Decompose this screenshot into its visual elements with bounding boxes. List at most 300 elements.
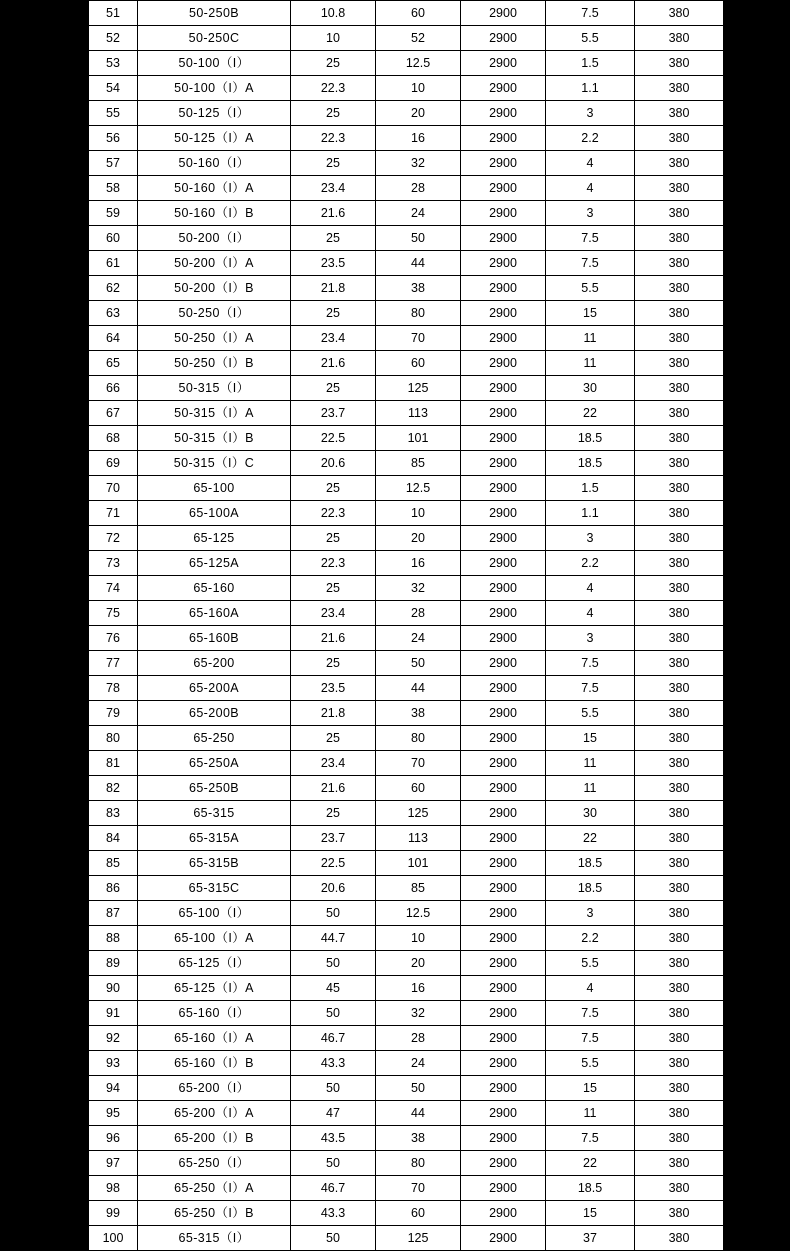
- cell-head: 85: [376, 451, 461, 476]
- cell-power: 4: [546, 976, 635, 1001]
- cell-model: 50-200（I）A: [138, 251, 291, 276]
- cell-model: 65-315A: [138, 826, 291, 851]
- table-row: [89, 51, 724, 76]
- cell-no: 98: [89, 1176, 138, 1201]
- cell-flow: 22.3: [291, 551, 376, 576]
- cell-flow: 50: [291, 951, 376, 976]
- cell-voltage: 380: [635, 851, 724, 876]
- cell-voltage: 380: [635, 876, 724, 901]
- cell-power: 11: [546, 351, 635, 376]
- cell-voltage: 380: [635, 151, 724, 176]
- cell-power: 1.1: [546, 76, 635, 101]
- cell-speed: 2900: [461, 501, 546, 526]
- cell-no: 85: [89, 851, 138, 876]
- cell-no: 88: [89, 926, 138, 951]
- cell-voltage: 380: [635, 26, 724, 51]
- cell-power: 7.5: [546, 1, 635, 26]
- cell-head: 113: [376, 401, 461, 426]
- table-row: [89, 1126, 724, 1151]
- cell-speed: 2900: [461, 126, 546, 151]
- table-row: [89, 1101, 724, 1126]
- cell-model: 65-200B: [138, 701, 291, 726]
- cell-voltage: 380: [635, 751, 724, 776]
- cell-speed: 2900: [461, 251, 546, 276]
- cell-head: 38: [376, 1126, 461, 1151]
- cell-flow: 50: [291, 1076, 376, 1101]
- table-row: [89, 676, 724, 701]
- cell-model: 65-200（I）: [138, 1076, 291, 1101]
- cell-head: 20: [376, 951, 461, 976]
- cell-no: 66: [89, 376, 138, 401]
- cell-speed: 2900: [461, 1, 546, 26]
- cell-head: 44: [376, 251, 461, 276]
- table-row: [89, 301, 724, 326]
- cell-head: 28: [376, 176, 461, 201]
- cell-model: 65-100: [138, 476, 291, 501]
- cell-power: 18.5: [546, 851, 635, 876]
- cell-speed: 2900: [461, 451, 546, 476]
- cell-voltage: 380: [635, 526, 724, 551]
- cell-model: 65-250B: [138, 776, 291, 801]
- cell-speed: 2900: [461, 901, 546, 926]
- cell-voltage: 380: [635, 576, 724, 601]
- cell-power: 5.5: [546, 1051, 635, 1076]
- cell-no: 60: [89, 226, 138, 251]
- cell-head: 50: [376, 651, 461, 676]
- cell-speed: 2900: [461, 601, 546, 626]
- table-row: [89, 576, 724, 601]
- cell-no: 80: [89, 726, 138, 751]
- cell-power: 15: [546, 1201, 635, 1226]
- cell-no: 53: [89, 51, 138, 76]
- cell-voltage: 380: [635, 1001, 724, 1026]
- table-row: [89, 101, 724, 126]
- cell-power: 4: [546, 576, 635, 601]
- cell-model: 65-315C: [138, 876, 291, 901]
- cell-head: 44: [376, 676, 461, 701]
- cell-model: 65-315: [138, 801, 291, 826]
- cell-speed: 2900: [461, 76, 546, 101]
- cell-model: 50-315（I）A: [138, 401, 291, 426]
- cell-voltage: 380: [635, 401, 724, 426]
- cell-voltage: 380: [635, 726, 724, 751]
- cell-head: 38: [376, 276, 461, 301]
- cell-head: 80: [376, 301, 461, 326]
- cell-flow: 50: [291, 901, 376, 926]
- cell-no: 51: [89, 1, 138, 26]
- cell-speed: 2900: [461, 101, 546, 126]
- cell-power: 3: [546, 901, 635, 926]
- cell-no: 67: [89, 401, 138, 426]
- cell-power: 7.5: [546, 1126, 635, 1151]
- cell-head: 70: [376, 326, 461, 351]
- cell-flow: 23.5: [291, 676, 376, 701]
- cell-power: 11: [546, 751, 635, 776]
- cell-voltage: 380: [635, 51, 724, 76]
- cell-speed: 2900: [461, 726, 546, 751]
- cell-voltage: 380: [635, 276, 724, 301]
- cell-power: 1.5: [546, 476, 635, 501]
- cell-head: 24: [376, 626, 461, 651]
- cell-voltage: 380: [635, 1101, 724, 1126]
- cell-no: 55: [89, 101, 138, 126]
- cell-voltage: 380: [635, 801, 724, 826]
- cell-flow: 25: [291, 726, 376, 751]
- cell-no: 87: [89, 901, 138, 926]
- cell-no: 76: [89, 626, 138, 651]
- cell-power: 18.5: [546, 876, 635, 901]
- cell-speed: 2900: [461, 551, 546, 576]
- cell-voltage: 380: [635, 1176, 724, 1201]
- cell-model: 50-125（I）: [138, 101, 291, 126]
- cell-no: 59: [89, 201, 138, 226]
- cell-speed: 2900: [461, 1026, 546, 1051]
- cell-flow: 45: [291, 976, 376, 1001]
- table-row: [89, 651, 724, 676]
- cell-no: 74: [89, 576, 138, 601]
- cell-speed: 2900: [461, 151, 546, 176]
- cell-no: 81: [89, 751, 138, 776]
- cell-no: 65: [89, 351, 138, 376]
- cell-speed: 2900: [461, 301, 546, 326]
- cell-speed: 2900: [461, 1051, 546, 1076]
- cell-flow: 10.8: [291, 1, 376, 26]
- cell-model: 65-315B: [138, 851, 291, 876]
- cell-voltage: 380: [635, 301, 724, 326]
- cell-no: 91: [89, 1001, 138, 1026]
- cell-power: 7.5: [546, 676, 635, 701]
- cell-no: 83: [89, 801, 138, 826]
- cell-model: 65-160: [138, 576, 291, 601]
- table-row: [89, 326, 724, 351]
- cell-head: 50: [376, 226, 461, 251]
- cell-power: 11: [546, 326, 635, 351]
- cell-model: 50-250（I）: [138, 301, 291, 326]
- cell-voltage: 380: [635, 176, 724, 201]
- cell-power: 7.5: [546, 251, 635, 276]
- cell-voltage: 380: [635, 101, 724, 126]
- cell-head: 125: [376, 376, 461, 401]
- cell-head: 50: [376, 1076, 461, 1101]
- cell-flow: 20.6: [291, 451, 376, 476]
- cell-head: 101: [376, 851, 461, 876]
- cell-model: 50-315（I）C: [138, 451, 291, 476]
- cell-power: 3: [546, 626, 635, 651]
- cell-voltage: 380: [635, 376, 724, 401]
- cell-flow: 43.3: [291, 1051, 376, 1076]
- cell-no: 89: [89, 951, 138, 976]
- cell-power: 7.5: [546, 1026, 635, 1051]
- cell-voltage: 380: [635, 901, 724, 926]
- cell-power: 5.5: [546, 951, 635, 976]
- cell-head: 10: [376, 926, 461, 951]
- cell-voltage: 380: [635, 951, 724, 976]
- cell-speed: 2900: [461, 951, 546, 976]
- cell-flow: 25: [291, 101, 376, 126]
- cell-no: 64: [89, 326, 138, 351]
- cell-power: 5.5: [546, 276, 635, 301]
- cell-power: 22: [546, 401, 635, 426]
- cell-voltage: 380: [635, 626, 724, 651]
- cell-speed: 2900: [461, 226, 546, 251]
- cell-flow: 46.7: [291, 1026, 376, 1051]
- cell-head: 20: [376, 526, 461, 551]
- cell-head: 125: [376, 801, 461, 826]
- table-row: [89, 976, 724, 1001]
- cell-head: 125: [376, 1226, 461, 1251]
- cell-no: 90: [89, 976, 138, 1001]
- cell-speed: 2900: [461, 1126, 546, 1151]
- cell-flow: 20.6: [291, 876, 376, 901]
- cell-head: 85: [376, 876, 461, 901]
- cell-speed: 2900: [461, 476, 546, 501]
- cell-head: 24: [376, 1051, 461, 1076]
- table-row: [89, 1176, 724, 1201]
- cell-head: 24: [376, 201, 461, 226]
- cell-no: 97: [89, 1151, 138, 1176]
- cell-no: 95: [89, 1101, 138, 1126]
- cell-head: 60: [376, 1201, 461, 1226]
- cell-voltage: 380: [635, 976, 724, 1001]
- cell-no: 62: [89, 276, 138, 301]
- cell-model: 65-125A: [138, 551, 291, 576]
- cell-model: 65-250A: [138, 751, 291, 776]
- table-row: [89, 276, 724, 301]
- cell-head: 10: [376, 501, 461, 526]
- cell-power: 7.5: [546, 226, 635, 251]
- cell-speed: 2900: [461, 276, 546, 301]
- cell-voltage: 380: [635, 426, 724, 451]
- table-row: [89, 701, 724, 726]
- cell-speed: 2900: [461, 851, 546, 876]
- cell-model: 50-100（I）: [138, 51, 291, 76]
- cell-voltage: 380: [635, 451, 724, 476]
- table-row: [89, 126, 724, 151]
- cell-no: 93: [89, 1051, 138, 1076]
- cell-no: 77: [89, 651, 138, 676]
- cell-model: 65-250（I）: [138, 1151, 291, 1176]
- table-row: [89, 626, 724, 651]
- cell-power: 37: [546, 1226, 635, 1251]
- cell-voltage: 380: [635, 651, 724, 676]
- cell-flow: 43.5: [291, 1126, 376, 1151]
- table-row: [89, 426, 724, 451]
- table-row: [89, 926, 724, 951]
- cell-model: 65-160（I）B: [138, 1051, 291, 1076]
- cell-flow: 22.3: [291, 76, 376, 101]
- cell-power: 1.1: [546, 501, 635, 526]
- cell-voltage: 380: [635, 501, 724, 526]
- cell-power: 1.5: [546, 51, 635, 76]
- table-row: [89, 226, 724, 251]
- cell-power: 11: [546, 1101, 635, 1126]
- cell-power: 2.2: [546, 126, 635, 151]
- cell-flow: 22.5: [291, 851, 376, 876]
- cell-power: 18.5: [546, 426, 635, 451]
- table-row: [89, 451, 724, 476]
- cell-flow: 25: [291, 576, 376, 601]
- cell-model: 65-100（I）: [138, 901, 291, 926]
- cell-no: 56: [89, 126, 138, 151]
- table-row: [89, 1001, 724, 1026]
- cell-no: 70: [89, 476, 138, 501]
- cell-head: 12.5: [376, 901, 461, 926]
- table-row: [89, 201, 724, 226]
- table-row: [89, 176, 724, 201]
- cell-head: 113: [376, 826, 461, 851]
- cell-flow: 25: [291, 51, 376, 76]
- cell-model: 65-315（I）: [138, 1226, 291, 1251]
- cell-no: 96: [89, 1126, 138, 1151]
- table-row: [89, 76, 724, 101]
- cell-flow: 23.4: [291, 751, 376, 776]
- cell-speed: 2900: [461, 1151, 546, 1176]
- cell-head: 16: [376, 126, 461, 151]
- cell-speed: 2900: [461, 751, 546, 776]
- table-row: [89, 401, 724, 426]
- cell-model: 50-250（I）A: [138, 326, 291, 351]
- cell-head: 60: [376, 351, 461, 376]
- cell-speed: 2900: [461, 876, 546, 901]
- cell-head: 10: [376, 76, 461, 101]
- cell-no: 84: [89, 826, 138, 851]
- cell-no: 71: [89, 501, 138, 526]
- cell-head: 60: [376, 776, 461, 801]
- cell-flow: 22.5: [291, 426, 376, 451]
- cell-head: 52: [376, 26, 461, 51]
- cell-speed: 2900: [461, 1001, 546, 1026]
- table-row: [89, 551, 724, 576]
- cell-speed: 2900: [461, 526, 546, 551]
- cell-voltage: 380: [635, 826, 724, 851]
- cell-model: 50-315（I）B: [138, 426, 291, 451]
- cell-power: 30: [546, 801, 635, 826]
- cell-head: 32: [376, 576, 461, 601]
- cell-no: 68: [89, 426, 138, 451]
- cell-power: 4: [546, 151, 635, 176]
- cell-flow: 25: [291, 151, 376, 176]
- table-row: [89, 751, 724, 776]
- cell-flow: 25: [291, 651, 376, 676]
- table-row: [89, 1, 724, 26]
- cell-head: 12.5: [376, 51, 461, 76]
- cell-power: 15: [546, 1076, 635, 1101]
- cell-power: 22: [546, 826, 635, 851]
- cell-model: 50-160（I）B: [138, 201, 291, 226]
- cell-power: 22: [546, 1151, 635, 1176]
- table-row: [89, 151, 724, 176]
- cell-head: 38: [376, 701, 461, 726]
- cell-speed: 2900: [461, 826, 546, 851]
- cell-flow: 44.7: [291, 926, 376, 951]
- cell-model: 50-315（I）: [138, 376, 291, 401]
- cell-no: 94: [89, 1076, 138, 1101]
- cell-head: 28: [376, 1026, 461, 1051]
- cell-model: 50-250（I）B: [138, 351, 291, 376]
- cell-power: 2.2: [546, 926, 635, 951]
- cell-power: 30: [546, 376, 635, 401]
- cell-voltage: 380: [635, 251, 724, 276]
- cell-flow: 50: [291, 1226, 376, 1251]
- cell-no: 82: [89, 776, 138, 801]
- table-row: [89, 851, 724, 876]
- cell-speed: 2900: [461, 1226, 546, 1251]
- cell-flow: 43.3: [291, 1201, 376, 1226]
- cell-model: 50-250B: [138, 1, 291, 26]
- cell-flow: 47: [291, 1101, 376, 1126]
- cell-voltage: 380: [635, 676, 724, 701]
- table-row: [89, 251, 724, 276]
- table-row: [89, 1151, 724, 1176]
- cell-flow: 25: [291, 526, 376, 551]
- cell-voltage: 380: [635, 926, 724, 951]
- cell-head: 16: [376, 976, 461, 1001]
- cell-no: 99: [89, 1201, 138, 1226]
- cell-model: 65-200A: [138, 676, 291, 701]
- cell-speed: 2900: [461, 176, 546, 201]
- cell-model: 65-200（I）A: [138, 1101, 291, 1126]
- cell-speed: 2900: [461, 376, 546, 401]
- cell-head: 60: [376, 1, 461, 26]
- cell-flow: 46.7: [291, 1176, 376, 1201]
- cell-no: 52: [89, 26, 138, 51]
- cell-voltage: 380: [635, 76, 724, 101]
- cell-power: 15: [546, 301, 635, 326]
- cell-speed: 2900: [461, 1076, 546, 1101]
- cell-head: 70: [376, 1176, 461, 1201]
- cell-model: 50-160（I）A: [138, 176, 291, 201]
- cell-model: 50-125（I）A: [138, 126, 291, 151]
- cell-speed: 2900: [461, 801, 546, 826]
- cell-voltage: 380: [635, 551, 724, 576]
- cell-model: 65-125（I）: [138, 951, 291, 976]
- table-row: [89, 801, 724, 826]
- cell-voltage: 380: [635, 1, 724, 26]
- cell-head: 101: [376, 426, 461, 451]
- table-row: [89, 1026, 724, 1051]
- cell-head: 28: [376, 601, 461, 626]
- cell-flow: 23.7: [291, 826, 376, 851]
- cell-flow: 21.6: [291, 776, 376, 801]
- cell-voltage: 380: [635, 776, 724, 801]
- cell-speed: 2900: [461, 1176, 546, 1201]
- cell-speed: 2900: [461, 51, 546, 76]
- cell-voltage: 380: [635, 701, 724, 726]
- cell-flow: 25: [291, 301, 376, 326]
- table-row: [89, 476, 724, 501]
- cell-no: 57: [89, 151, 138, 176]
- cell-flow: 23.5: [291, 251, 376, 276]
- cell-flow: 23.4: [291, 176, 376, 201]
- cell-power: 2.2: [546, 551, 635, 576]
- cell-speed: 2900: [461, 576, 546, 601]
- table-row: [89, 1201, 724, 1226]
- cell-power: 7.5: [546, 1001, 635, 1026]
- cell-model: 50-200（I）: [138, 226, 291, 251]
- cell-voltage: 380: [635, 476, 724, 501]
- cell-flow: 10: [291, 26, 376, 51]
- table-row: [89, 1226, 724, 1251]
- cell-no: 78: [89, 676, 138, 701]
- cell-power: 5.5: [546, 26, 635, 51]
- cell-flow: 22.3: [291, 126, 376, 151]
- cell-no: 79: [89, 701, 138, 726]
- cell-voltage: 380: [635, 326, 724, 351]
- cell-flow: 21.6: [291, 351, 376, 376]
- cell-power: 15: [546, 726, 635, 751]
- cell-voltage: 380: [635, 1226, 724, 1251]
- cell-no: 75: [89, 601, 138, 626]
